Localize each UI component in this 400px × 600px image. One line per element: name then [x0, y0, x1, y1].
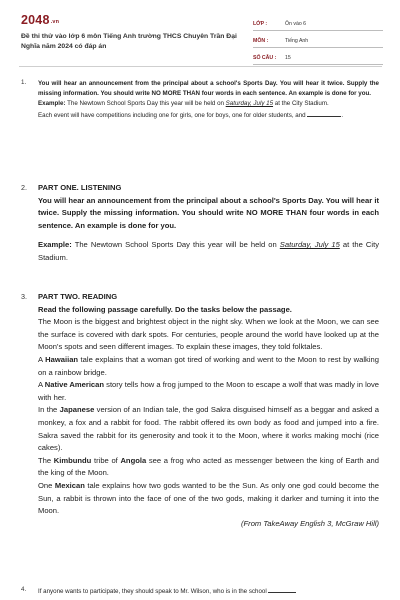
meta-row-subject	[253, 32, 383, 48]
question-number: 4.	[21, 586, 27, 593]
keyword: Native American	[44, 380, 105, 390]
example	[38, 99, 379, 109]
question-number: 1.	[21, 79, 27, 86]
meta-info	[253, 15, 383, 66]
example-answer: Saturday, July 15	[225, 100, 274, 108]
meta-value: Tiếng Anh	[285, 38, 309, 44]
passage-source: (From TakeAway English 3, McGraw Hill)	[241, 518, 379, 528]
item-text: If anyone wants to participate, they should speak to Mr. Wilson, who is in the school	[38, 588, 267, 595]
instruction: Read the following passage carefully. Do the tasks below the passage.	[38, 304, 292, 314]
passage-paragraph	[38, 404, 379, 454]
meta-row-question-count	[253, 49, 383, 65]
keyword: Japanese	[59, 405, 95, 415]
part-heading: PART TWO. READING	[38, 292, 118, 301]
header-divider	[19, 66, 382, 67]
text: tale explains how two gods wanted to be the Sun. As only one god could become the Sun, a rabbit is thrown into the face of one of the two gods, making it darker and turning it into the Moon.	[38, 480, 379, 516]
keyword: Angola	[120, 455, 147, 465]
question-body	[38, 586, 379, 597]
text: A	[38, 380, 45, 390]
meta-value: 15	[285, 55, 291, 61]
meta-row-class	[253, 15, 383, 31]
instruction: You will hear an announcement from the principal about a school's Sports Day. You will hear it twice. Supply the missing information. You should write NO MORE THAN four words in each sentence. An example is done for you.	[38, 80, 379, 98]
text: One	[38, 480, 55, 490]
text: tribe of	[91, 455, 121, 465]
question-item	[38, 586, 379, 597]
passage-paragraph	[38, 480, 379, 518]
instruction: You will hear an announcement from the principal about a school's Sports Day. You will hear it twice. Supply the missing information. You should write NO MORE THAN four words in each sentence. An example is done for you.	[38, 195, 379, 230]
site-logo[interactable]	[21, 13, 59, 27]
text: The	[38, 455, 54, 465]
question-item: Each event will have competitions including one for girls, one for boys, one for older students, and .	[38, 111, 344, 119]
question-number: 3.	[21, 292, 27, 301]
example-label: Example:	[38, 100, 66, 108]
question-number: 2.	[21, 183, 27, 192]
passage-paragraph	[38, 354, 379, 379]
keyword: Hawaiian	[45, 354, 79, 364]
text: A	[38, 354, 46, 364]
example-end: at the City Stadium.	[38, 240, 379, 262]
meta-label: SỐ CÂU :	[253, 55, 277, 61]
example-text: The Newtown School Sports Day this year will be held on	[65, 100, 226, 108]
passage-paragraph	[38, 379, 379, 404]
meta-value: Ôn vào 6	[285, 21, 307, 27]
document-title: Đề thi thử vào lớp 6 môn Tiếng Anh trường THCS Chuyên Trần Đại Nghĩa năm 2024 có đáp án	[21, 33, 237, 50]
text: see a frog who acted as messenger between the king of Earth and the king of the Moon.	[38, 455, 379, 478]
example-text: The Newtown School Sports Day this year will be held on	[71, 240, 280, 250]
text: story tells how a frog jumped to the Moon to escape a wolf that was madly in love with her.	[38, 380, 380, 402]
part-heading: PART ONE. LISTENING	[38, 183, 122, 192]
keyword: Kimbundu	[53, 455, 92, 465]
header	[0, 0, 400, 62]
text: version of an Indian tale, the god Sakra disguised himself as a beggar and asked a monkey, a fox and a rabbit for food. The rabbit offered its own body as food and jumped into a fire. Sakra saved the rabbit for its generosity and took it to the Moon, where it works making mochi (rice cakes).	[38, 405, 380, 453]
meta-label: MÔN :	[253, 38, 269, 44]
example	[38, 239, 379, 264]
question-body	[38, 79, 379, 121]
text: tale explains that a woman got tired of working and went to the Moon to rest by walking on a rainbow bridge.	[38, 354, 379, 377]
passage-paragraph: The Moon is the biggest and brightest object in the night sky. When we look at the Moon, we can see the surface is covered with dark spots. For centuries, people around the world have looked up at the Moon's spots and seen different images. To explain these images, they told folktales.	[38, 317, 379, 352]
logo-suffix: .vn	[50, 19, 60, 25]
item-text: Each event will have competitions including one for girls, one for boys, one for older students, and	[38, 111, 306, 119]
question-body	[38, 182, 379, 265]
answer-blank[interactable]	[307, 110, 341, 117]
question-body	[38, 291, 379, 530]
passage-paragraph	[38, 455, 379, 480]
example-end: at the City Stadium.	[273, 100, 329, 108]
text: In the	[38, 405, 60, 415]
meta-label: LỚP :	[253, 21, 268, 27]
example-answer: Saturday, July 15	[279, 240, 340, 250]
logo-text: 2048	[21, 13, 50, 27]
keyword: Mexican	[54, 480, 85, 490]
example-label: Example:	[38, 240, 72, 250]
answer-blank[interactable]	[268, 586, 296, 593]
